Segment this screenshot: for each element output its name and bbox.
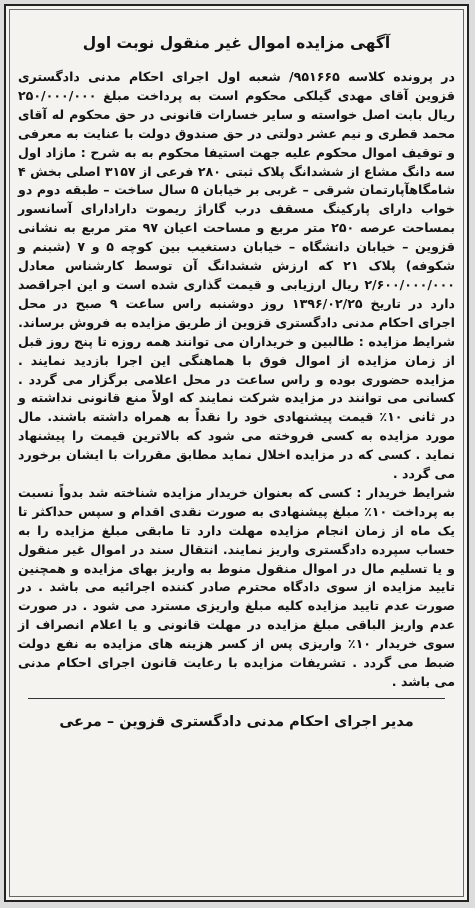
signature-line: مدیر اجرای احکام مدنی دادگستری قزوین – مرعی	[59, 713, 414, 730]
notice-body	[18, 68, 455, 692]
divider	[28, 698, 445, 699]
notice-title: آگهی مزایده اموال غیر منقول نوبت اول	[82, 34, 391, 52]
auction-conditions-paragraph: شرایط مزایده : طالبین و خریداران می توانند همه روزه تا پنج روز قبل از زمان مزایده از اموال فوق با هماهنگی این اجرا بازدید نمایند . مزایده حضوری بوده و راس ساعت در محل اعلامی برگزار می گردد . کسانی می توانند در مزایده شرکت نمایند که اولاً منع قانونی نداشته و در ثانی ۱۰٪ قیمت پیشنهادی خود را نقداً به همراه داشته باشند. مال مورد مزایده به کسی فروخته می شود که بالاترین قیمت را پیشنهاد نماید . کسی که در مزایده اخلال نماید مطابق مقررات با ایشان برخورد می گردد .	[18, 333, 455, 482]
notice-page	[4, 4, 469, 902]
case-details-paragraph: در پرونده کلاسه ۹۵۱۶۶۵/ شعبه اول اجرای احکام مدنی دادگستری قزوین آقای مهدی گیلکی محکوم است به پرداخت مبلغ ۲۵۰/۰۰۰/۰۰۰ ریال بابت اصل خواسته و سایر خسارات قانونی در حق محکوم له آقای محمد قطری و نیم عشر دولتی در حق صندوق دولت با عنایت به معرفی و توقیف اموال محکوم علیه جهت استیفا محکوم به به شرح : مازاد اول سه دانگ مشاع از ششدانگ پلاک ثبتی ۲۸۰ فرعی از ۳۱۵۷ اصلی بخش ۴ شامگاهآپارتمان شرقی – غربی بر خیابان ۵ سال ساخت – طبقه دوم دو خواب دارای پارکینگ مسقف درب گاراژ ریموت دارادارای آسانسور بمساحت عرصه ۲۵۰ متر مربع و مساحت اعیان ۹۷ متر مربع به نشانی قزوین – خیابان دانشگاه – خیابان دستغیب بین کوچه ۵ و ۷ (شبنم و شکوفه) پلاک ۲۱ که ارزش ششدانگ آن توسط کارشناس معادل ۲/۶۰۰/۰۰۰/۰۰۰ ریال ارزیابی و قیمت گذاری شده است و این اجراقصد دارد در تاریخ ۱۳۹۶/۰۲/۲۵ روز دوشنبه راس ساعت ۹ صبح در محل اجرای احکام مدنی دادگستری قزوین از طریق مزایده به فروش برساند.	[18, 69, 456, 330]
buyer-conditions-paragraph: شرایط خریدار : کسی که بعنوان خریدار مزایده شناخته شد بدواً نسبت به پرداخت ۱۰٪ مبلغ پیشنهادی به صورت نقدی اقدام و سپس حداکثر تا یک ماه از زمان انجام مزایده مهلت دارد تا مابقی مبلغ مزایده را به حساب سپرده دادگستری واریز نمایند. انتقال سند در اموال غیر منقول و یا تسلیم مال در اموال منقول منوط به واریز بهای مزایده و همچنین تایید مزایده از سوی دادگاه محترم صادر کننده اجرائیه می باشد . در صورت عدم تایید مزایده کلیه مبلغ واریزی مسترد می شود . در صورت عدم واریز الباقی مبلغ مزایده در مهلت قانونی و یا اعلام انصراف از سوی خریدار ۱۰٪ واریزی پس از کسر هزینه های مزایده به نفع دولت ضبط می گردد . تشریفات مزایده با رعایت قانون اجرای احکام مدنی می باشد .	[18, 484, 455, 689]
